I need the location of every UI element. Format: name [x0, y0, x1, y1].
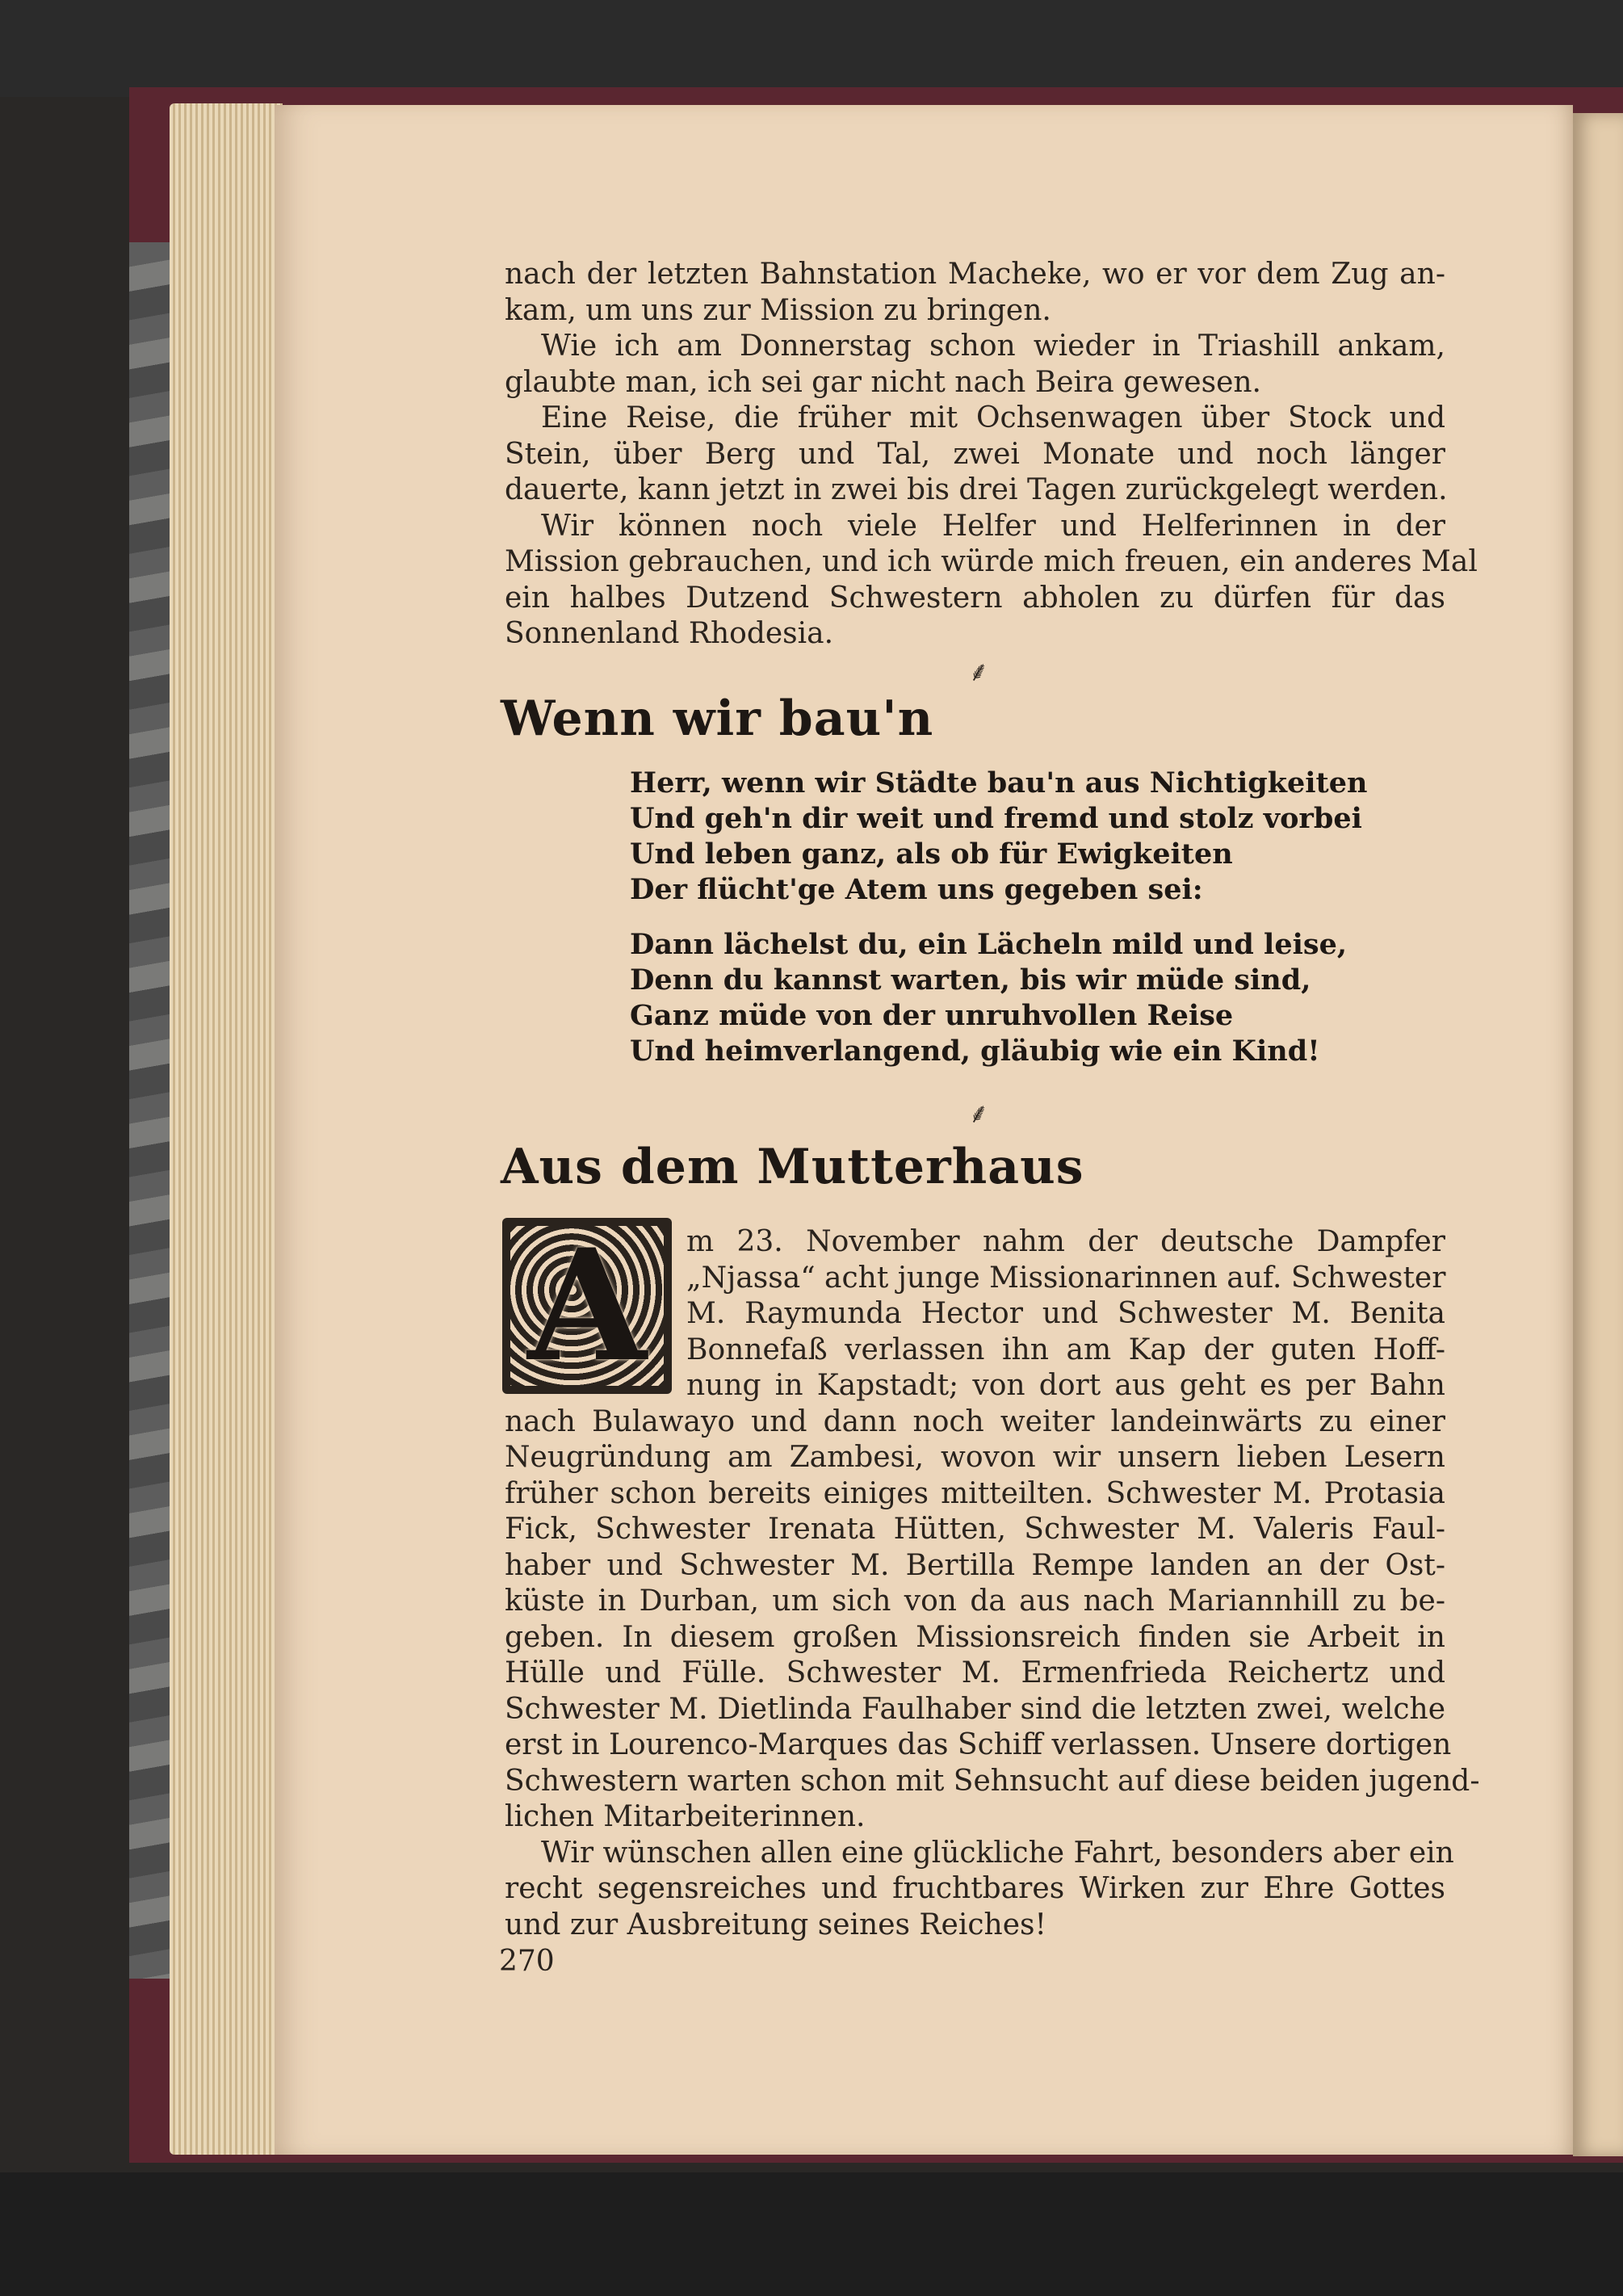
text-line: Sonnenland Rhodesia.: [505, 617, 834, 650]
initial-letter: A: [527, 1215, 647, 1396]
text-line: Eine Reise, die früher mit Ochsenwagen über Stock und: [541, 401, 1445, 434]
text-line: Bonnefaß verlassen ihn am Kap der guten Hoff-: [686, 1333, 1445, 1366]
text-line: nach der letzten Bahnstation Macheke, wo er vor dem Zug an-: [505, 258, 1445, 291]
text-line: Stein, über Berg und Tal, zwei Monate und noch länger: [505, 437, 1445, 471]
text-line: Wir können noch viele Helfer und Helferinnen in der: [541, 509, 1445, 543]
backdrop-top: [0, 0, 1623, 97]
text-line: geben. In diesem großen Missionsreich finden sie Arbeit in: [505, 1620, 1445, 1654]
text-line: nach Bulawayo und dann noch weiter landeinwärts zu einer: [505, 1404, 1445, 1438]
text-line: Wir wünschen allen eine glückliche Fahrt, besonders aber ein: [541, 1836, 1454, 1870]
text-line: „Njassa“ acht junge Missionarinnen auf. Schwester: [686, 1261, 1446, 1295]
backdrop-bottom: [0, 2172, 1623, 2296]
poem-line: Der flücht'ge Atem uns gegeben sei:: [630, 873, 1203, 906]
ornament-divider: ⸙: [968, 656, 989, 688]
text-line: Schwester M. Dietlinda Faulhaber sind die letzten zwei, welche: [505, 1692, 1445, 1726]
text-line: Fick, Schwester Irenata Hütten, Schwester M. Valeris Faul-: [505, 1513, 1445, 1546]
poem-line: Und heimverlangend, gläubig wie ein Kind!: [630, 1035, 1320, 1068]
page-edges: [170, 103, 283, 2155]
text-line: kam, um uns zur Mission zu bringen.: [505, 293, 1051, 327]
text-line: Neugründung am Zambesi, wovon wir unsern lieben Lesern: [505, 1441, 1445, 1474]
text-line: erst in Lourenco-Marques das Schiff verlassen. Unsere dortigen: [505, 1728, 1452, 1761]
text-line: M. Raymunda Hector und Schwester M. Benita: [686, 1297, 1445, 1330]
poem-line: Herr, wenn wir Städte bau'n aus Nichtigkeiten: [630, 766, 1368, 800]
page-number: 270: [499, 1945, 555, 1978]
article-title: Aus dem Mutterhaus: [501, 1139, 1084, 1195]
poem-stanza-1: [630, 766, 1421, 908]
poem-line: Und leben ganz, als ob für Ewigkeiten: [630, 837, 1233, 871]
poem-line: Ganz müde von der unruhvollen Reise: [630, 999, 1234, 1032]
article-text-wrapped: [686, 1224, 1445, 1404]
text-line: nung in Kapstadt; von dort aus geht es per Bahn: [686, 1369, 1445, 1402]
text-line: und zur Ausbreitung seines Reiches!: [505, 1908, 1046, 1941]
text-line: lichen Mitarbeiterinnen.: [505, 1800, 866, 1833]
text-line: haber und Schwester M. Bertilla Rempe landen an der Ost-: [505, 1548, 1445, 1582]
text-line: Mission gebrauchen, und ich würde mich freuen, ein anderes Mal: [505, 545, 1478, 578]
text-line: früher schon bereits einiges mitteilten. Schwester M. Protasia: [505, 1476, 1445, 1510]
poem-line: Denn du kannst warten, bis wir müde sind,: [630, 963, 1311, 997]
intro-text: [505, 257, 1478, 653]
text-line: recht segensreiches und fruchtbares Wirken zur Ehre Gottes: [505, 1872, 1445, 1905]
poem-stanza-2: [630, 927, 1421, 1069]
facing-page-edge: [1573, 113, 1623, 2156]
text-line: glaubte man, ich sei gar nicht nach Beira gewesen.: [505, 365, 1262, 399]
poem-title: Wenn wir bau'n: [501, 690, 934, 747]
decorative-initial: [502, 1215, 672, 1396]
text-line: Schwestern warten schon mit Sehnsucht auf diese beiden jugend-: [505, 1764, 1480, 1798]
text-line: dauerte, kann jetzt in zwei bis drei Tagen zurückgelegt werden.: [505, 473, 1448, 506]
text-line: Hülle und Fülle. Schwester M. Ermenfrieda Reichertz und: [505, 1656, 1445, 1689]
ornament-divider: ⸙: [968, 1098, 989, 1130]
initial-ornament: [510, 1215, 664, 1396]
text-line: m 23. November nahm der deutsche Dampfer: [686, 1225, 1445, 1258]
poem-line: Und geh'n dir weit und fremd und stolz vorbei: [630, 802, 1362, 835]
poem-line: Dann lächelst du, ein Lächeln mild und leise,: [630, 928, 1348, 961]
text-line: Wie ich am Donnerstag schon wieder in Triashill ankam,: [541, 329, 1445, 363]
text-line: ein halbes Dutzend Schwestern abholen zu dürfen für das: [505, 581, 1445, 615]
text-line: küste in Durban, um sich von da aus nach Mariannhill zu be-: [505, 1585, 1445, 1618]
article-text: [505, 1404, 1480, 1944]
